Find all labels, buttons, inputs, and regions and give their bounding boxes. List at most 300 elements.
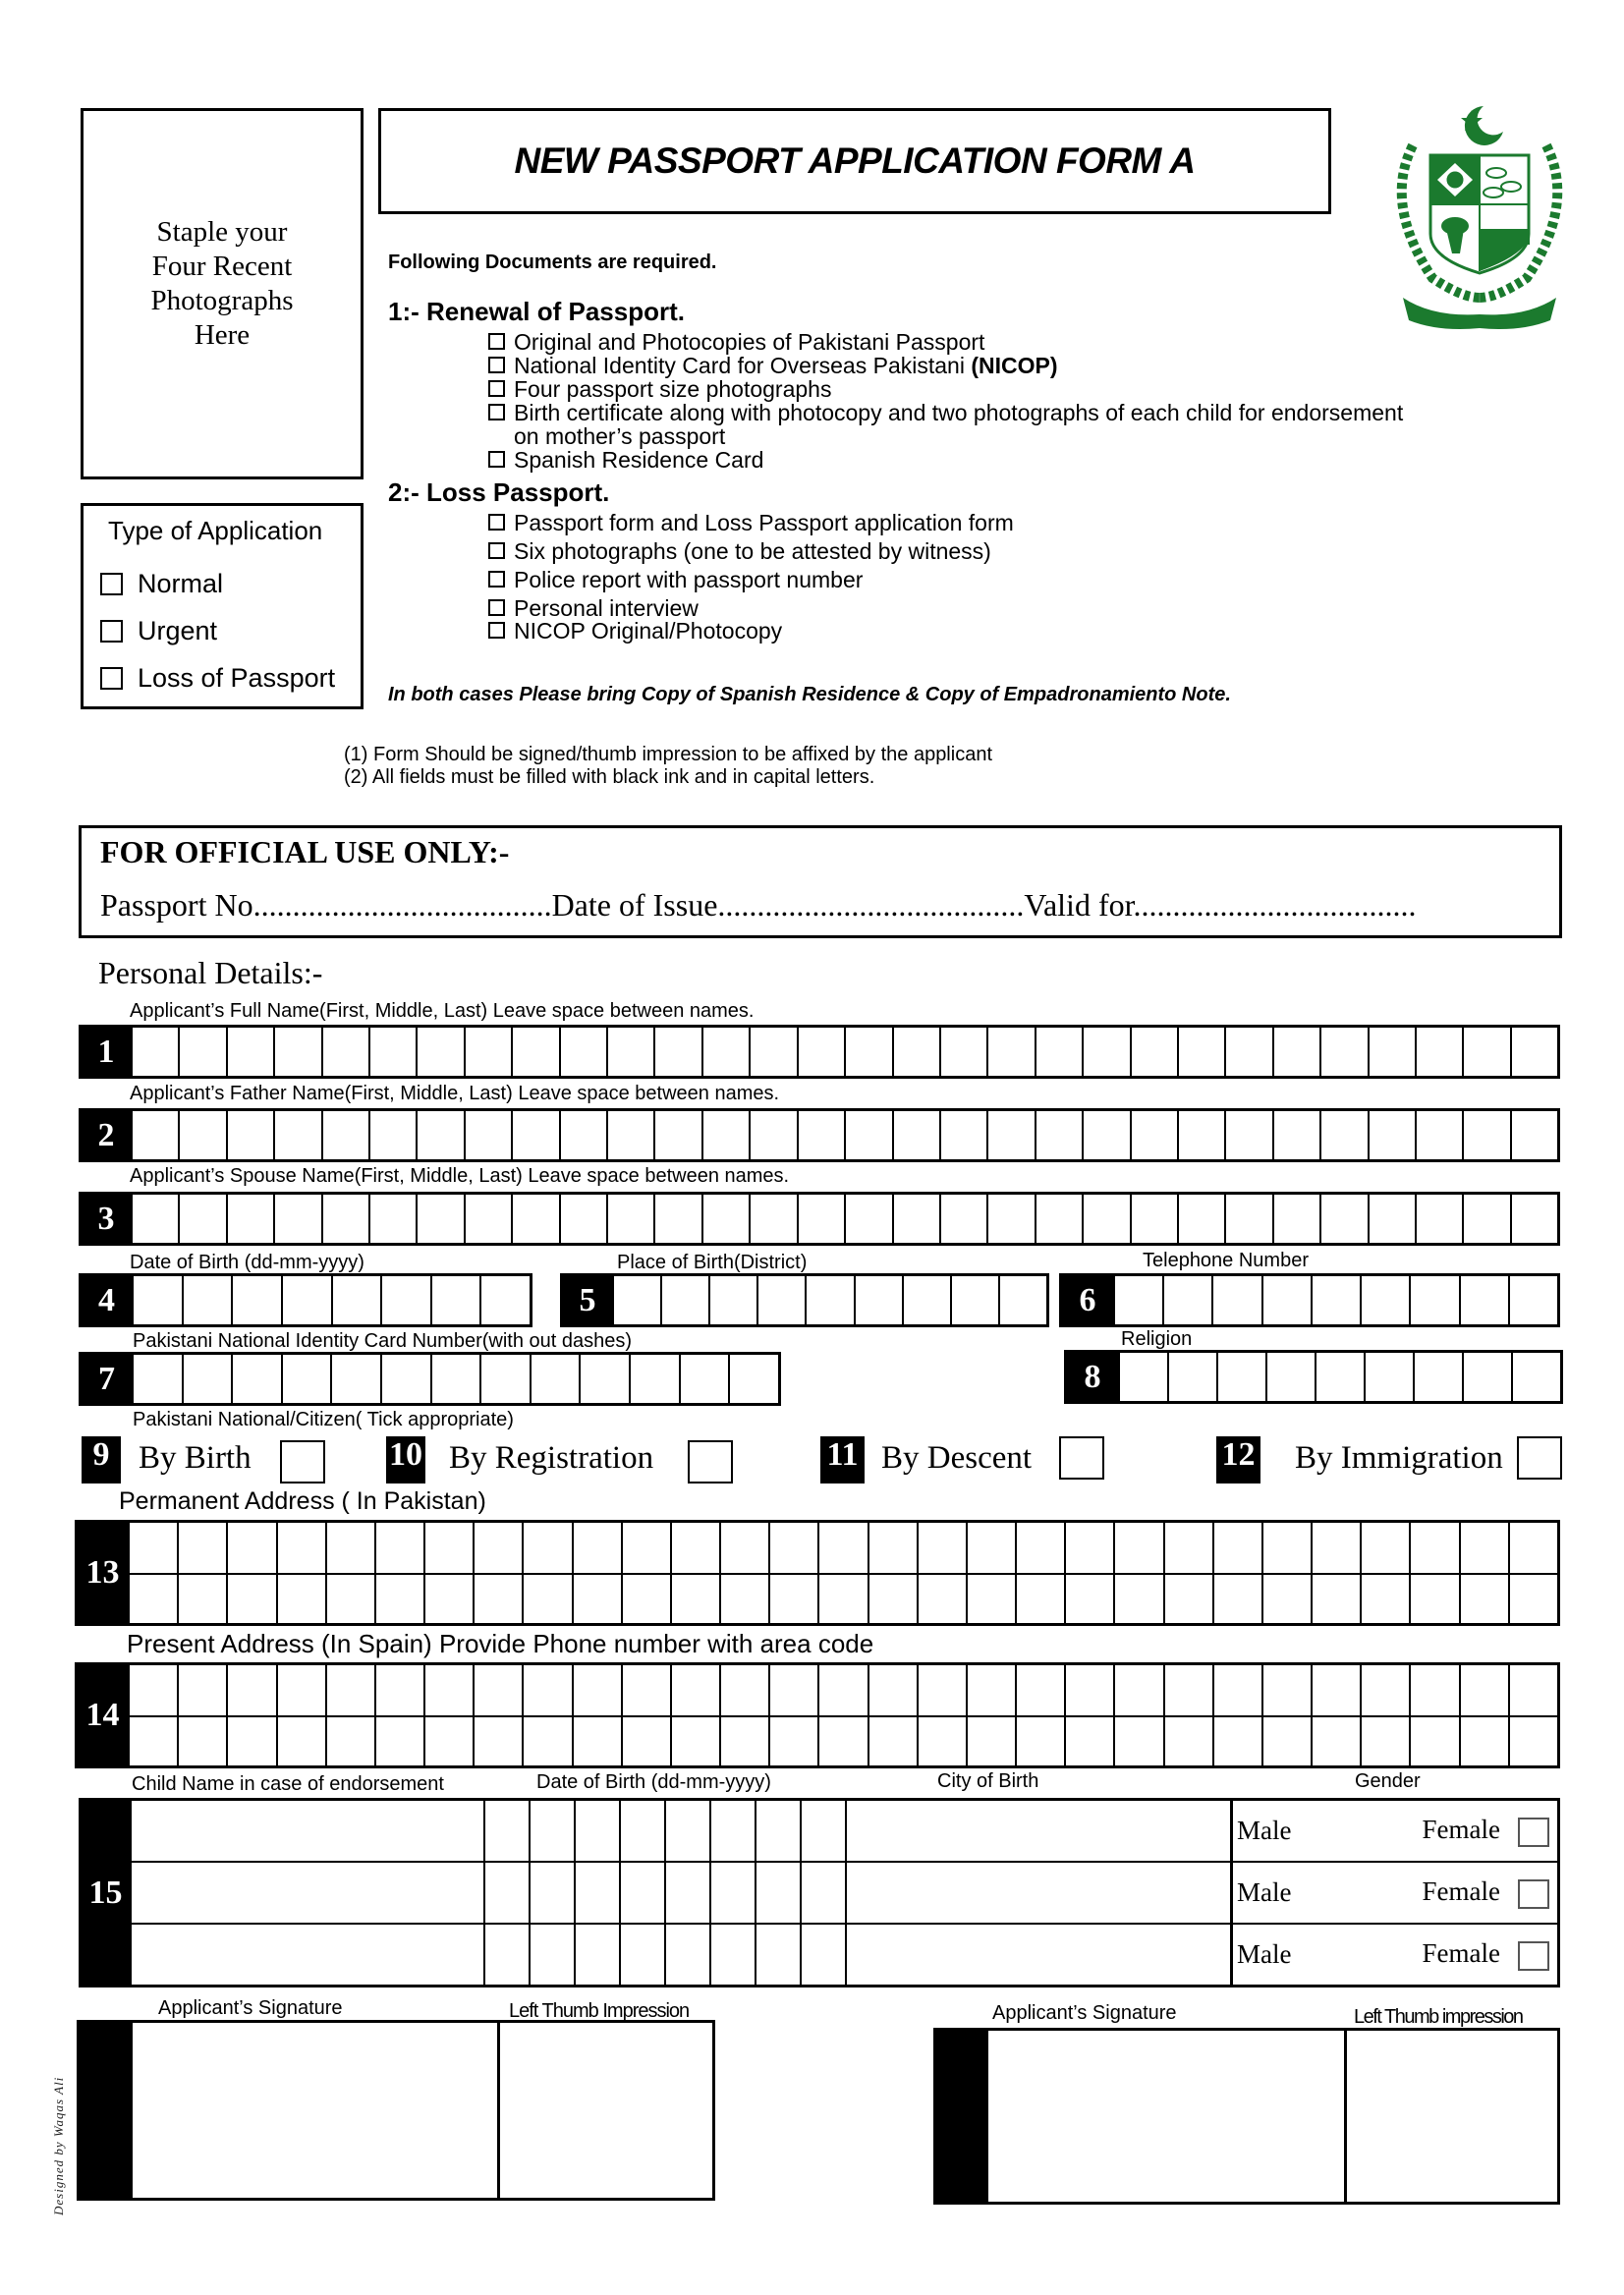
child-name-input[interactable] xyxy=(132,1861,483,1923)
checkbox[interactable] xyxy=(488,451,505,468)
char-cell[interactable] xyxy=(1113,1523,1162,1573)
char-cell[interactable] xyxy=(1113,1715,1162,1765)
char-cell[interactable] xyxy=(226,1665,275,1715)
char-cell[interactable] xyxy=(1163,1523,1212,1573)
char-cell[interactable] xyxy=(749,1028,796,1076)
char-cell[interactable] xyxy=(1368,1195,1415,1243)
char-cell[interactable] xyxy=(719,1665,768,1715)
char-cell[interactable] xyxy=(464,1111,511,1159)
char-cell[interactable] xyxy=(276,1715,325,1765)
char-cell[interactable] xyxy=(273,1028,320,1076)
char-cell[interactable] xyxy=(1311,1276,1360,1324)
char-cell[interactable] xyxy=(797,1028,844,1076)
char-cell[interactable] xyxy=(966,1665,1015,1715)
char-cell[interactable] xyxy=(178,1195,225,1243)
renewal-item[interactable] xyxy=(488,354,1403,377)
male-label[interactable]: Male xyxy=(1237,1877,1292,1907)
char-cell[interactable] xyxy=(1311,1523,1360,1573)
char-cell[interactable] xyxy=(670,1573,719,1623)
renewal-item[interactable] xyxy=(488,377,1403,401)
char-cell[interactable] xyxy=(892,1111,939,1159)
char-cell[interactable] xyxy=(128,1715,177,1765)
female-label[interactable]: Female xyxy=(1422,1815,1500,1845)
char-cell[interactable] xyxy=(1459,1573,1508,1623)
nic-number-field[interactable] xyxy=(79,1352,781,1406)
checkbox[interactable] xyxy=(488,599,505,616)
char-cell[interactable] xyxy=(966,1715,1015,1765)
char-cell[interactable] xyxy=(1319,1111,1367,1159)
char-cell[interactable] xyxy=(529,1863,574,1923)
char-cell[interactable] xyxy=(132,1276,182,1324)
char-cell[interactable] xyxy=(1064,1715,1113,1765)
char-cell[interactable] xyxy=(1319,1195,1367,1243)
char-cell[interactable] xyxy=(374,1715,423,1765)
char-cell[interactable] xyxy=(1459,1276,1508,1324)
char-cell[interactable] xyxy=(483,1863,529,1923)
renewal-item[interactable] xyxy=(488,330,1403,354)
char-cell[interactable] xyxy=(559,1028,606,1076)
char-cell[interactable] xyxy=(817,1573,867,1623)
char-cell[interactable] xyxy=(1409,1665,1458,1715)
char-cell[interactable] xyxy=(128,1573,177,1623)
char-cell[interactable] xyxy=(1272,1028,1319,1076)
char-cell[interactable] xyxy=(619,1925,664,1985)
char-cell[interactable] xyxy=(1272,1111,1319,1159)
char-cell[interactable] xyxy=(800,1863,845,1923)
char-cell[interactable] xyxy=(701,1195,749,1243)
char-cell[interactable] xyxy=(1261,1665,1311,1715)
char-cell[interactable] xyxy=(817,1715,867,1765)
char-cell[interactable] xyxy=(606,1111,653,1159)
char-cell[interactable] xyxy=(670,1523,719,1573)
char-cell[interactable] xyxy=(522,1573,571,1623)
char-cell[interactable] xyxy=(276,1665,325,1715)
char-cell[interactable] xyxy=(768,1665,817,1715)
char-cell[interactable] xyxy=(559,1111,606,1159)
char-cell[interactable] xyxy=(1261,1523,1311,1573)
char-cell[interactable] xyxy=(621,1665,670,1715)
char-cell[interactable] xyxy=(621,1523,670,1573)
char-cell[interactable] xyxy=(325,1573,374,1623)
loss-item[interactable] xyxy=(488,537,1014,566)
renewal-item[interactable] xyxy=(488,448,1403,472)
child-name-input[interactable] xyxy=(132,1923,483,1985)
char-cell[interactable] xyxy=(226,1573,275,1623)
char-cell[interactable] xyxy=(998,1276,1046,1324)
char-cell[interactable] xyxy=(664,1801,709,1861)
char-cell[interactable] xyxy=(1415,1111,1462,1159)
char-cell[interactable] xyxy=(511,1195,558,1243)
char-cell[interactable] xyxy=(574,1801,619,1861)
char-cell[interactable] xyxy=(331,1276,381,1324)
char-cell[interactable] xyxy=(917,1715,966,1765)
present-address-field[interactable] xyxy=(75,1662,1560,1768)
char-cell[interactable] xyxy=(805,1276,853,1324)
male-label[interactable]: Male xyxy=(1237,1816,1292,1845)
gender-checkbox[interactable] xyxy=(1518,1879,1549,1909)
char-cell[interactable] xyxy=(473,1715,522,1765)
char-cell[interactable] xyxy=(380,1355,430,1403)
char-cell[interactable] xyxy=(1409,1523,1458,1573)
char-cell[interactable] xyxy=(226,1523,275,1573)
char-cell[interactable] xyxy=(1035,1028,1082,1076)
char-cell[interactable] xyxy=(844,1028,891,1076)
char-cell[interactable] xyxy=(1415,1195,1462,1243)
loss-item[interactable] xyxy=(488,566,1014,594)
char-cell[interactable] xyxy=(670,1665,719,1715)
char-cell[interactable] xyxy=(522,1665,571,1715)
char-cell[interactable] xyxy=(321,1111,368,1159)
signature-area[interactable] xyxy=(130,2023,497,2198)
char-cell[interactable] xyxy=(768,1573,817,1623)
char-cell[interactable] xyxy=(902,1276,950,1324)
char-cell[interactable] xyxy=(939,1195,986,1243)
char-cell[interactable] xyxy=(768,1715,817,1765)
char-cell[interactable] xyxy=(1211,1276,1260,1324)
char-cell[interactable] xyxy=(797,1111,844,1159)
char-cell[interactable] xyxy=(231,1355,281,1403)
char-cell[interactable] xyxy=(1130,1195,1177,1243)
char-cell[interactable] xyxy=(572,1665,621,1715)
char-cell[interactable] xyxy=(1459,1715,1508,1765)
full-name-field[interactable] xyxy=(79,1025,1560,1079)
char-cell[interactable] xyxy=(868,1573,917,1623)
by-immigration-checkbox[interactable] xyxy=(1517,1436,1562,1480)
child-dob-input[interactable] xyxy=(483,1923,845,1985)
char-cell[interactable] xyxy=(511,1111,558,1159)
char-cell[interactable] xyxy=(1368,1111,1415,1159)
char-cell[interactable] xyxy=(1360,1665,1409,1715)
char-cell[interactable] xyxy=(479,1355,530,1403)
char-cell[interactable] xyxy=(368,1195,416,1243)
char-cell[interactable] xyxy=(986,1195,1034,1243)
char-cell[interactable] xyxy=(276,1523,325,1573)
char-cell[interactable] xyxy=(572,1573,621,1623)
char-cell[interactable] xyxy=(423,1523,473,1573)
char-cell[interactable] xyxy=(574,1925,619,1985)
char-cell[interactable] xyxy=(679,1355,729,1403)
child-city-input[interactable] xyxy=(847,1861,1230,1923)
char-cell[interactable] xyxy=(749,1111,796,1159)
char-cell[interactable] xyxy=(226,1111,273,1159)
char-cell[interactable] xyxy=(1261,1276,1311,1324)
char-cell[interactable] xyxy=(1015,1573,1064,1623)
loss-item[interactable] xyxy=(488,617,1014,645)
female-label[interactable]: Female xyxy=(1422,1876,1500,1907)
char-cell[interactable] xyxy=(719,1523,768,1573)
checkbox[interactable] xyxy=(488,514,505,531)
char-cell[interactable] xyxy=(226,1028,273,1076)
char-cell[interactable] xyxy=(380,1276,430,1324)
char-cell[interactable] xyxy=(281,1276,331,1324)
char-cell[interactable] xyxy=(483,1801,529,1861)
gender-checkbox[interactable] xyxy=(1518,1818,1549,1847)
char-cell[interactable] xyxy=(132,1355,182,1403)
char-cell[interactable] xyxy=(917,1665,966,1715)
char-cell[interactable] xyxy=(756,1276,805,1324)
char-cell[interactable] xyxy=(1409,1573,1458,1623)
char-cell[interactable] xyxy=(464,1028,511,1076)
char-cell[interactable] xyxy=(755,1801,800,1861)
char-cell[interactable] xyxy=(128,1523,177,1573)
char-cell[interactable] xyxy=(800,1925,845,1985)
char-cell[interactable] xyxy=(755,1863,800,1923)
char-cell[interactable] xyxy=(1511,1353,1560,1401)
char-cell[interactable] xyxy=(416,1111,463,1159)
char-cell[interactable] xyxy=(1224,1195,1271,1243)
checkbox[interactable] xyxy=(100,620,123,643)
char-cell[interactable] xyxy=(1118,1353,1167,1401)
char-cell[interactable] xyxy=(1163,1573,1212,1623)
char-cell[interactable] xyxy=(131,1195,178,1243)
char-cell[interactable] xyxy=(473,1523,522,1573)
checkbox[interactable] xyxy=(488,357,505,373)
char-cell[interactable] xyxy=(1462,1195,1509,1243)
char-cell[interactable] xyxy=(1163,1715,1212,1765)
char-cell[interactable] xyxy=(1113,1665,1162,1715)
char-cell[interactable] xyxy=(416,1195,463,1243)
telephone-field[interactable] xyxy=(1059,1273,1560,1327)
char-cell[interactable] xyxy=(529,1801,574,1861)
char-cell[interactable] xyxy=(368,1028,416,1076)
char-cell[interactable] xyxy=(917,1523,966,1573)
char-cell[interactable] xyxy=(844,1111,891,1159)
char-cell[interactable] xyxy=(621,1715,670,1765)
char-cell[interactable] xyxy=(701,1028,749,1076)
char-cell[interactable] xyxy=(1162,1276,1211,1324)
char-cell[interactable] xyxy=(709,1863,755,1923)
checkbox[interactable] xyxy=(488,404,505,420)
place-of-birth-field[interactable] xyxy=(560,1273,1049,1327)
char-cell[interactable] xyxy=(1064,1573,1113,1623)
char-cell[interactable] xyxy=(511,1028,558,1076)
type-option-normal[interactable] xyxy=(100,569,223,599)
char-cell[interactable] xyxy=(1177,1195,1224,1243)
male-label[interactable]: Male xyxy=(1237,1939,1292,1969)
type-option-urgent[interactable] xyxy=(100,616,217,646)
char-cell[interactable] xyxy=(1510,1195,1557,1243)
female-label[interactable]: Female xyxy=(1422,1938,1500,1969)
char-cell[interactable] xyxy=(273,1111,320,1159)
char-cell[interactable] xyxy=(728,1355,778,1403)
char-cell[interactable] xyxy=(1360,1573,1409,1623)
char-cell[interactable] xyxy=(1261,1573,1311,1623)
char-cell[interactable] xyxy=(423,1573,473,1623)
child-name-input[interactable] xyxy=(132,1801,483,1861)
char-cell[interactable] xyxy=(1224,1028,1271,1076)
char-cell[interactable] xyxy=(177,1715,226,1765)
checkbox[interactable] xyxy=(100,667,123,690)
char-cell[interactable] xyxy=(1224,1111,1271,1159)
char-cell[interactable] xyxy=(749,1195,796,1243)
char-cell[interactable] xyxy=(653,1111,700,1159)
char-cell[interactable] xyxy=(416,1028,463,1076)
checkbox[interactable] xyxy=(488,380,505,397)
char-cell[interactable] xyxy=(473,1665,522,1715)
char-cell[interactable] xyxy=(709,1801,755,1861)
char-cell[interactable] xyxy=(966,1523,1015,1573)
char-cell[interactable] xyxy=(182,1355,232,1403)
char-cell[interactable] xyxy=(1163,1665,1212,1715)
char-cell[interactable] xyxy=(1177,1028,1224,1076)
char-cell[interactable] xyxy=(321,1195,368,1243)
char-cell[interactable] xyxy=(276,1573,325,1623)
char-cell[interactable] xyxy=(939,1028,986,1076)
char-cell[interactable] xyxy=(1311,1665,1360,1715)
char-cell[interactable] xyxy=(1015,1523,1064,1573)
char-cell[interactable] xyxy=(325,1665,374,1715)
char-cell[interactable] xyxy=(653,1195,700,1243)
char-cell[interactable] xyxy=(1459,1523,1508,1573)
checkbox[interactable] xyxy=(488,333,505,350)
char-cell[interactable] xyxy=(670,1715,719,1765)
char-cell[interactable] xyxy=(430,1355,480,1403)
char-cell[interactable] xyxy=(1082,1195,1129,1243)
char-cell[interactable] xyxy=(966,1573,1015,1623)
char-cell[interactable] xyxy=(522,1523,571,1573)
char-cell[interactable] xyxy=(755,1925,800,1985)
char-cell[interactable] xyxy=(321,1028,368,1076)
char-cell[interactable] xyxy=(892,1028,939,1076)
char-cell[interactable] xyxy=(178,1111,225,1159)
char-cell[interactable] xyxy=(1462,1353,1511,1401)
char-cell[interactable] xyxy=(464,1195,511,1243)
char-cell[interactable] xyxy=(281,1355,331,1403)
char-cell[interactable] xyxy=(1508,1715,1557,1765)
char-cell[interactable] xyxy=(483,1925,529,1985)
char-cell[interactable] xyxy=(423,1665,473,1715)
char-cell[interactable] xyxy=(1311,1715,1360,1765)
char-cell[interactable] xyxy=(1462,1028,1509,1076)
char-cell[interactable] xyxy=(522,1715,571,1765)
char-cell[interactable] xyxy=(177,1665,226,1715)
char-cell[interactable] xyxy=(1216,1353,1265,1401)
signature-area[interactable] xyxy=(985,2031,1344,2202)
char-cell[interactable] xyxy=(664,1925,709,1985)
char-cell[interactable] xyxy=(719,1573,768,1623)
char-cell[interactable] xyxy=(131,1028,178,1076)
char-cell[interactable] xyxy=(1508,1665,1557,1715)
char-cell[interactable] xyxy=(1462,1111,1509,1159)
char-cell[interactable] xyxy=(479,1276,530,1324)
char-cell[interactable] xyxy=(1360,1715,1409,1765)
char-cell[interactable] xyxy=(1212,1523,1261,1573)
char-cell[interactable] xyxy=(231,1276,281,1324)
char-cell[interactable] xyxy=(664,1863,709,1923)
char-cell[interactable] xyxy=(1212,1715,1261,1765)
char-cell[interactable] xyxy=(572,1523,621,1573)
char-cell[interactable] xyxy=(177,1573,226,1623)
char-cell[interactable] xyxy=(1167,1353,1216,1401)
char-cell[interactable] xyxy=(768,1523,817,1573)
char-cell[interactable] xyxy=(1082,1111,1129,1159)
child-city-input[interactable] xyxy=(847,1801,1230,1861)
char-cell[interactable] xyxy=(1082,1028,1129,1076)
char-cell[interactable] xyxy=(986,1028,1034,1076)
char-cell[interactable] xyxy=(178,1028,225,1076)
char-cell[interactable] xyxy=(1508,1573,1557,1623)
char-cell[interactable] xyxy=(1360,1276,1409,1324)
char-cell[interactable] xyxy=(182,1276,232,1324)
date-of-birth-field[interactable] xyxy=(79,1273,532,1327)
gender-checkbox[interactable] xyxy=(1518,1941,1549,1971)
char-cell[interactable] xyxy=(177,1523,226,1573)
char-cell[interactable] xyxy=(868,1523,917,1573)
char-cell[interactable] xyxy=(430,1276,480,1324)
char-cell[interactable] xyxy=(1113,1276,1162,1324)
char-cell[interactable] xyxy=(1311,1573,1360,1623)
spouse-name-field[interactable] xyxy=(79,1192,1560,1246)
by-registration-checkbox[interactable] xyxy=(688,1440,733,1483)
char-cell[interactable] xyxy=(1364,1353,1413,1401)
char-cell[interactable] xyxy=(529,1925,574,1985)
religion-field[interactable] xyxy=(1064,1350,1563,1404)
char-cell[interactable] xyxy=(1177,1111,1224,1159)
char-cell[interactable] xyxy=(273,1195,320,1243)
permanent-address-field[interactable] xyxy=(75,1520,1560,1626)
char-cell[interactable] xyxy=(606,1028,653,1076)
checkbox[interactable] xyxy=(488,571,505,588)
char-cell[interactable] xyxy=(1064,1665,1113,1715)
renewal-item[interactable] xyxy=(488,401,1403,424)
checkbox[interactable] xyxy=(100,573,123,595)
checkbox[interactable] xyxy=(488,622,505,639)
char-cell[interactable] xyxy=(629,1355,679,1403)
char-cell[interactable] xyxy=(1130,1028,1177,1076)
father-name-field[interactable] xyxy=(79,1108,1560,1162)
char-cell[interactable] xyxy=(619,1801,664,1861)
char-cell[interactable] xyxy=(719,1715,768,1765)
char-cell[interactable] xyxy=(1261,1715,1311,1765)
char-cell[interactable] xyxy=(473,1573,522,1623)
char-cell[interactable] xyxy=(131,1111,178,1159)
char-cell[interactable] xyxy=(854,1276,902,1324)
char-cell[interactable] xyxy=(374,1523,423,1573)
char-cell[interactable] xyxy=(1409,1715,1458,1765)
char-cell[interactable] xyxy=(1315,1353,1364,1401)
char-cell[interactable] xyxy=(1212,1573,1261,1623)
char-cell[interactable] xyxy=(1413,1353,1462,1401)
char-cell[interactable] xyxy=(1130,1111,1177,1159)
char-cell[interactable] xyxy=(797,1195,844,1243)
char-cell[interactable] xyxy=(708,1276,756,1324)
char-cell[interactable] xyxy=(817,1665,867,1715)
thumb-impression-area[interactable] xyxy=(1344,2031,1557,2202)
char-cell[interactable] xyxy=(619,1863,664,1923)
char-cell[interactable] xyxy=(606,1195,653,1243)
char-cell[interactable] xyxy=(530,1355,580,1403)
char-cell[interactable] xyxy=(844,1195,891,1243)
char-cell[interactable] xyxy=(612,1276,660,1324)
char-cell[interactable] xyxy=(1015,1715,1064,1765)
char-cell[interactable] xyxy=(1272,1195,1319,1243)
char-cell[interactable] xyxy=(701,1111,749,1159)
loss-item[interactable] xyxy=(488,509,1014,537)
char-cell[interactable] xyxy=(950,1276,998,1324)
char-cell[interactable] xyxy=(892,1195,939,1243)
char-cell[interactable] xyxy=(1360,1523,1409,1573)
char-cell[interactable] xyxy=(868,1715,917,1765)
char-cell[interactable] xyxy=(559,1195,606,1243)
char-cell[interactable] xyxy=(1113,1573,1162,1623)
char-cell[interactable] xyxy=(868,1665,917,1715)
char-cell[interactable] xyxy=(368,1111,416,1159)
char-cell[interactable] xyxy=(423,1715,473,1765)
char-cell[interactable] xyxy=(1015,1665,1064,1715)
char-cell[interactable] xyxy=(325,1523,374,1573)
char-cell[interactable] xyxy=(660,1276,708,1324)
char-cell[interactable] xyxy=(653,1028,700,1076)
